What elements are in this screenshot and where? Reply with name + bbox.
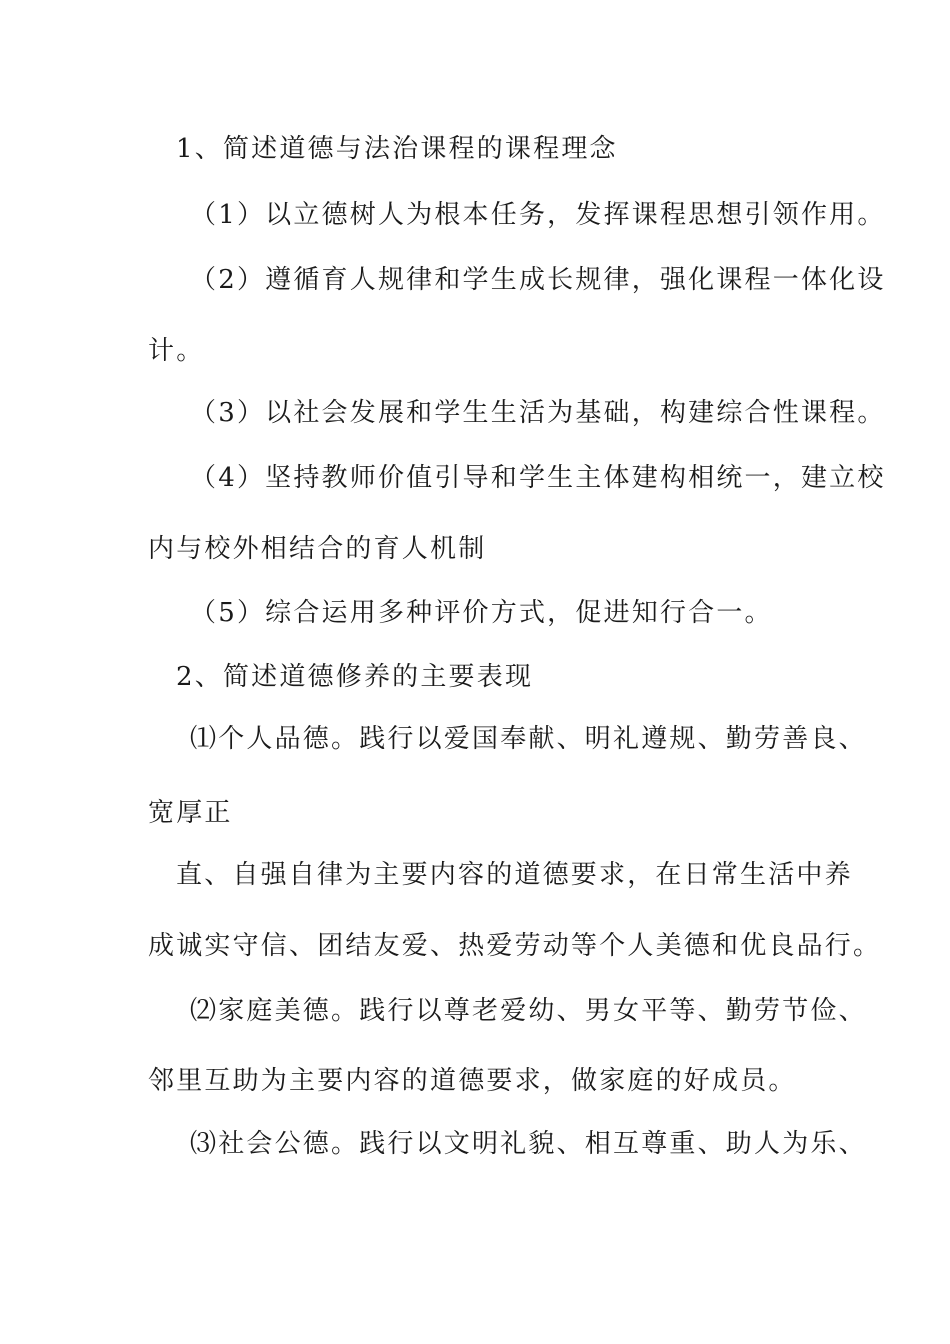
heading-course-philosophy: 1、简述道德与法治课程的课程理念 [176, 134, 618, 164]
paragraph-family-virtue: ⑵家庭美德。践行以尊老爱幼、男女平等、勤劳节俭、 [190, 996, 867, 1026]
paragraph-item-4-continued: 内与校外相结合的育人机制 [148, 534, 487, 564]
paragraph-personal-virtue: ⑴个人品德。践行以爱国奉献、明礼遵规、勤劳善良、 [190, 724, 867, 754]
paragraph-personal-virtue-continued: 宽厚正 [148, 798, 233, 828]
paragraph-family-virtue-continued: 邻里互助为主要内容的道德要求，做家庭的好成员。 [148, 1066, 797, 1096]
paragraph-item-1: （1）以立德树人为根本任务，发挥课程思想引领作用。 [190, 200, 886, 230]
paragraph-item-3: （3）以社会发展和学生生活为基础，构建综合性课程。 [190, 398, 886, 428]
paragraph-item-2: （2）遵循育人规律和学生成长规律，强化课程一体化设 [190, 265, 886, 295]
paragraph-item-2-continued: 计。 [148, 336, 205, 366]
paragraph-item-4: （4）坚持教师价值引导和学生主体建构相统一，建立校 [190, 463, 886, 493]
paragraph-social-morality: ⑶社会公德。践行以文明礼貌、相互尊重、助人为乐、 [190, 1129, 867, 1159]
paragraph-item-5: （5）综合运用多种评价方式，促进知行合一。 [190, 598, 773, 628]
paragraph-personal-virtue-body: 直、自强自律为主要内容的道德要求，在日常生活中养 [176, 860, 853, 890]
paragraph-personal-virtue-end: 成诚实守信、团结友爱、热爱劳动等个人美德和优良品行。 [148, 931, 882, 961]
heading-moral-cultivation: 2、简述道德修养的主要表现 [176, 662, 534, 692]
